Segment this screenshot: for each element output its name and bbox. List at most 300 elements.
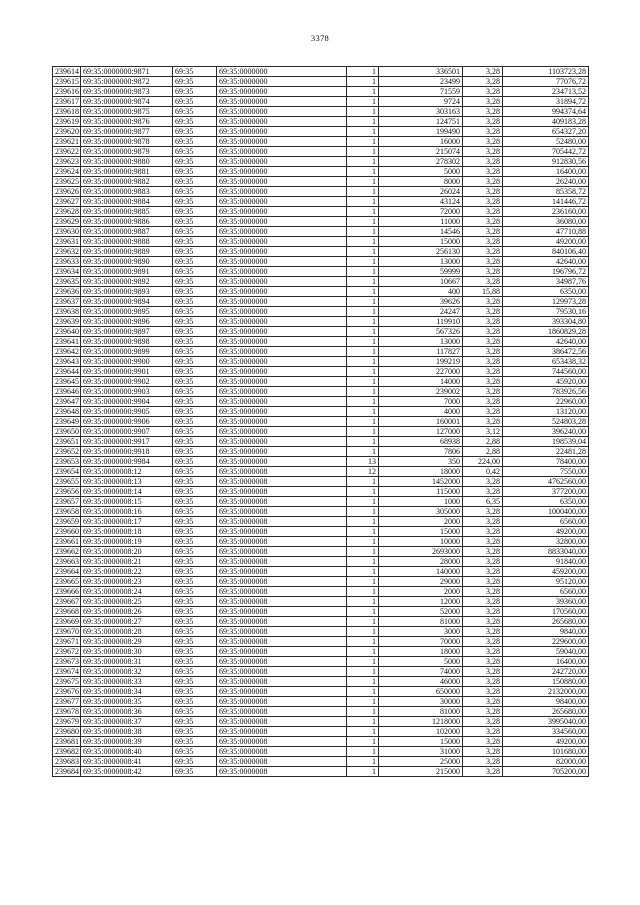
table-row [53,157,589,167]
area-cell: 278302 [379,157,463,167]
district-code-cell: 69:35 [173,717,217,727]
value-cell: 78400,00 [503,457,589,467]
cadastral-quarter-cell: 69:35:0000000 [217,177,347,187]
value-cell: 49200,00 [503,527,589,537]
count-cell: 1 [347,537,379,547]
count-cell: 1 [347,257,379,267]
value-cell: 91840,00 [503,557,589,567]
area-cell: 567326 [379,327,463,337]
rate-cell: 3,28 [463,337,503,347]
area-cell: 15000 [379,737,463,747]
row-number-cell: 239675 [53,677,81,687]
row-number-cell: 239631 [53,237,81,247]
cadastral-number-cell: 69:35:0000000:9893 [81,287,173,297]
count-cell: 1 [347,207,379,217]
table-row [53,377,589,387]
table-row [53,347,589,357]
rate-cell: 3,28 [463,757,503,767]
district-code-cell: 69:35 [173,427,217,437]
count-cell: 1 [347,357,379,367]
rate-cell: 3,28 [463,507,503,517]
value-cell: 8833040,00 [503,547,589,557]
table-row [53,457,589,467]
count-cell: 1 [347,747,379,757]
table-row [53,497,589,507]
value-cell: 705200,00 [503,767,589,777]
value-cell: 1000400,00 [503,507,589,517]
table-row [53,197,589,207]
cadastral-quarter-cell: 69:35:0000000 [217,377,347,387]
cadastral-quarter-cell: 69:35:0000000 [217,67,347,77]
district-code-cell: 69:35 [173,277,217,287]
rate-cell: 3,28 [463,177,503,187]
area-cell: 140000 [379,567,463,577]
table-row [53,467,589,477]
table-row [53,707,589,717]
cadastral-quarter-cell: 69:35:0000000 [217,97,347,107]
row-number-cell: 239646 [53,387,81,397]
row-number-cell: 239637 [53,297,81,307]
rate-cell: 3,28 [463,617,503,627]
cadastral-quarter-cell: 69:35:0000000 [217,77,347,87]
cadastral-number-cell: 69:35:0000000:9875 [81,107,173,117]
cadastral-quarter-cell: 69:35:0000000 [217,277,347,287]
cadastral-quarter-cell: 69:35:0000000 [217,317,347,327]
district-code-cell: 69:35 [173,97,217,107]
count-cell: 1 [347,587,379,597]
area-cell: 400 [379,287,463,297]
value-cell: 236160,00 [503,207,589,217]
district-code-cell: 69:35 [173,197,217,207]
area-cell: 115000 [379,487,463,497]
cadastral-number-cell: 69:35:0000000:9903 [81,387,173,397]
cadastral-number-cell: 69:35:0000000:9897 [81,327,173,337]
value-cell: 783926,56 [503,387,589,397]
cadastral-number-cell: 69:35:0000000:9874 [81,97,173,107]
cadastral-quarter-cell: 69:35:0000008 [217,517,347,527]
rate-cell: 3,28 [463,107,503,117]
district-code-cell: 69:35 [173,347,217,357]
area-cell: 52000 [379,607,463,617]
district-code-cell: 69:35 [173,237,217,247]
rate-cell: 3,28 [463,157,503,167]
table-row [53,627,589,637]
value-cell: 9840,00 [503,627,589,637]
cadastral-quarter-cell: 69:35:0000008 [217,647,347,657]
row-number-cell: 239669 [53,617,81,627]
row-number-cell: 239630 [53,227,81,237]
table-row [53,187,589,197]
row-number-cell: 239652 [53,447,81,457]
rate-cell: 3,28 [463,767,503,777]
row-number-cell: 239656 [53,487,81,497]
row-number-cell: 239648 [53,407,81,417]
row-number-cell: 239618 [53,107,81,117]
district-code-cell: 69:35 [173,507,217,517]
value-cell: 52480,00 [503,137,589,147]
count-cell: 1 [347,237,379,247]
value-cell: 7550,00 [503,467,589,477]
table-row [53,167,589,177]
count-cell: 1 [347,187,379,197]
cadastral-number-cell: 69:35:0000000:9894 [81,297,173,307]
rate-cell: 2,88 [463,447,503,457]
cadastral-number-cell: 69:35:0000008:19 [81,537,173,547]
cadastral-number-cell: 69:35:0000008:21 [81,557,173,567]
table-row [53,217,589,227]
area-cell: 5000 [379,167,463,177]
area-cell: 25000 [379,757,463,767]
cadastral-quarter-cell: 69:35:0000000 [217,307,347,317]
area-cell: 215000 [379,767,463,777]
value-cell: 82000,00 [503,757,589,767]
table-row [53,317,589,327]
table-row [53,487,589,497]
area-cell: 13000 [379,337,463,347]
cadastral-quarter-cell: 69:35:0000000 [217,137,347,147]
table-body [53,67,589,777]
count-cell: 1 [347,717,379,727]
value-cell: 377200,00 [503,487,589,497]
cadastral-quarter-cell: 69:35:0000008 [217,767,347,777]
rate-cell: 3,28 [463,367,503,377]
cadastral-quarter-cell: 69:35:0000000 [217,287,347,297]
value-cell: 31894,72 [503,97,589,107]
table-row [53,507,589,517]
rate-cell: 3,28 [463,237,503,247]
rate-cell: 3,28 [463,687,503,697]
count-cell: 1 [347,527,379,537]
cadastral-quarter-cell: 69:35:0000000 [217,227,347,237]
table-row [53,677,589,687]
area-cell: 199490 [379,127,463,137]
district-code-cell: 69:35 [173,87,217,97]
rate-cell: 3,28 [463,417,503,427]
count-cell: 1 [347,367,379,377]
cadastral-number-cell: 69:35:0000008:16 [81,507,173,517]
table-row [53,547,589,557]
cadastral-number-cell: 69:35:0000000:9907 [81,427,173,437]
count-cell: 1 [347,67,379,77]
table-row [53,387,589,397]
table-row [53,257,589,267]
table-row [53,597,589,607]
rate-cell: 3,28 [463,357,503,367]
rate-cell: 3,28 [463,707,503,717]
district-code-cell: 69:35 [173,297,217,307]
rate-cell: 3,28 [463,127,503,137]
table-row [53,537,589,547]
area-cell: 199219 [379,357,463,367]
count-cell: 1 [347,657,379,667]
value-cell: 45920,00 [503,377,589,387]
cadastral-quarter-cell: 69:35:0000008 [217,657,347,667]
table-row [53,117,589,127]
area-cell: 12000 [379,597,463,607]
rate-cell: 3,28 [463,557,503,567]
rate-cell: 15,88 [463,287,503,297]
cadastral-quarter-cell: 69:35:0000000 [217,127,347,137]
table-row [53,407,589,417]
row-number-cell: 239616 [53,87,81,97]
cadastral-number-cell: 69:35:0000000:9899 [81,347,173,357]
value-cell: 6350,00 [503,287,589,297]
value-cell: 265680,00 [503,617,589,627]
value-cell: 744560,00 [503,367,589,377]
cadastral-number-cell: 69:35:0000008:32 [81,667,173,677]
cadastral-number-cell: 69:35:0000000:9871 [81,67,173,77]
district-code-cell: 69:35 [173,737,217,747]
rate-cell: 3,28 [463,87,503,97]
cadastral-quarter-cell: 69:35:0000008 [217,487,347,497]
area-cell: 15000 [379,527,463,537]
table-row [53,137,589,147]
cadastral-quarter-cell: 69:35:0000008 [217,727,347,737]
district-code-cell: 69:35 [173,517,217,527]
rate-cell: 3,28 [463,117,503,127]
district-code-cell: 69:35 [173,127,217,137]
district-code-cell: 69:35 [173,567,217,577]
row-number-cell: 239641 [53,337,81,347]
cadastral-quarter-cell: 69:35:0000000 [217,297,347,307]
cadastral-quarter-cell: 69:35:0000008 [217,467,347,477]
count-cell: 1 [347,767,379,777]
rate-cell: 2,88 [463,437,503,447]
district-code-cell: 69:35 [173,727,217,737]
row-number-cell: 239677 [53,697,81,707]
cadastral-number-cell: 69:35:0000000:9879 [81,147,173,157]
value-cell: 653438,32 [503,357,589,367]
cadastral-number-cell: 69:35:0000008:29 [81,637,173,647]
rate-cell: 3,28 [463,187,503,197]
district-code-cell: 69:35 [173,637,217,647]
table-row [53,77,589,87]
count-cell: 1 [347,387,379,397]
cadastral-number-cell: 69:35:0000000:9906 [81,417,173,427]
rate-cell: 6,35 [463,497,503,507]
cadastral-quarter-cell: 69:35:0000008 [217,747,347,757]
row-number-cell: 239678 [53,707,81,717]
table-row [53,697,589,707]
value-cell: 393304,80 [503,317,589,327]
district-code-cell: 69:35 [173,67,217,77]
value-cell: 198539,04 [503,437,589,447]
area-cell: 26024 [379,187,463,197]
row-number-cell: 239620 [53,127,81,137]
rate-cell: 3,28 [463,667,503,677]
row-number-cell: 239632 [53,247,81,257]
rate-cell: 3,28 [463,267,503,277]
cadastral-value-table [52,66,589,777]
row-number-cell: 239621 [53,137,81,147]
count-cell: 1 [347,427,379,437]
count-cell: 1 [347,167,379,177]
district-code-cell: 69:35 [173,227,217,237]
district-code-cell: 69:35 [173,397,217,407]
area-cell: 70000 [379,637,463,647]
table-row [53,577,589,587]
area-cell: 124751 [379,117,463,127]
table-row [53,287,589,297]
district-code-cell: 69:35 [173,307,217,317]
value-cell: 22960,00 [503,397,589,407]
page-number: 3378 [310,33,330,43]
row-number-cell: 239662 [53,547,81,557]
table-row [53,587,589,597]
count-cell: 1 [347,127,379,137]
rate-cell: 3,28 [463,327,503,337]
rate-cell: 3,28 [463,197,503,207]
cadastral-quarter-cell: 69:35:0000000 [217,367,347,377]
row-number-cell: 239663 [53,557,81,567]
area-cell: 59999 [379,267,463,277]
cadastral-quarter-cell: 69:35:0000008 [217,547,347,557]
value-cell: 150880,00 [503,677,589,687]
cadastral-quarter-cell: 69:35:0000000 [217,447,347,457]
rate-cell: 3,28 [463,627,503,637]
count-cell: 1 [347,117,379,127]
value-cell: 1860829,28 [503,327,589,337]
value-cell: 6560,00 [503,517,589,527]
cadastral-number-cell: 69:35:0000008:13 [81,477,173,487]
row-number-cell: 239615 [53,77,81,87]
area-cell: 81000 [379,707,463,717]
count-cell: 1 [347,147,379,157]
table-row [53,327,589,337]
cadastral-quarter-cell: 69:35:0000008 [217,557,347,567]
cadastral-number-cell: 69:35:0000008:39 [81,737,173,747]
area-cell: 227000 [379,367,463,377]
count-cell: 1 [347,137,379,147]
district-code-cell: 69:35 [173,457,217,467]
value-cell: 47710,88 [503,227,589,237]
cadastral-number-cell: 69:35:0000000:9872 [81,77,173,87]
cadastral-number-cell: 69:35:0000008:18 [81,527,173,537]
value-cell: 32800,00 [503,537,589,547]
table-row [53,527,589,537]
rate-cell: 3,28 [463,717,503,727]
area-cell: 43124 [379,197,463,207]
area-cell: 8000 [379,177,463,187]
rate-cell: 3,28 [463,517,503,527]
cadastral-quarter-cell: 69:35:0000000 [217,387,347,397]
value-cell: 409183,28 [503,117,589,127]
rate-cell: 3,28 [463,167,503,177]
area-cell: 239002 [379,387,463,397]
table-row [53,477,589,487]
district-code-cell: 69:35 [173,287,217,297]
district-code-cell: 69:35 [173,697,217,707]
value-cell: 36080,00 [503,217,589,227]
count-cell: 1 [347,287,379,297]
cadastral-number-cell: 69:35:0000000:9883 [81,187,173,197]
cadastral-number-cell: 69:35:0000008:27 [81,617,173,627]
table-row [53,717,589,727]
cadastral-quarter-cell: 69:35:0000008 [217,607,347,617]
cadastral-quarter-cell: 69:35:0000000 [217,187,347,197]
table-row [53,427,589,437]
count-cell: 1 [347,327,379,337]
count-cell: 1 [347,597,379,607]
cadastral-number-cell: 69:35:0000000:9901 [81,367,173,377]
count-cell: 1 [347,247,379,257]
district-code-cell: 69:35 [173,367,217,377]
row-number-cell: 239668 [53,607,81,617]
value-cell: 39360,00 [503,597,589,607]
district-code-cell: 69:35 [173,767,217,777]
count-cell: 1 [347,407,379,417]
value-cell: 16400,00 [503,167,589,177]
cadastral-quarter-cell: 69:35:0000008 [217,717,347,727]
district-code-cell: 69:35 [173,107,217,117]
count-cell: 1 [347,307,379,317]
row-number-cell: 239670 [53,627,81,637]
row-number-cell: 239625 [53,177,81,187]
value-cell: 840106,40 [503,247,589,257]
district-code-cell: 69:35 [173,267,217,277]
district-code-cell: 69:35 [173,317,217,327]
count-cell: 1 [347,197,379,207]
cadastral-quarter-cell: 69:35:0000008 [217,687,347,697]
cadastral-number-cell: 69:35:0000000:9889 [81,247,173,257]
cadastral-quarter-cell: 69:35:0000000 [217,397,347,407]
district-code-cell: 69:35 [173,647,217,657]
cadastral-number-cell: 69:35:0000008:17 [81,517,173,527]
cadastral-number-cell: 69:35:0000000:9895 [81,307,173,317]
rate-cell: 3,28 [463,227,503,237]
count-cell: 1 [347,347,379,357]
row-number-cell: 239638 [53,307,81,317]
cadastral-quarter-cell: 69:35:0000000 [217,117,347,127]
row-number-cell: 239642 [53,347,81,357]
cadastral-number-cell: 69:35:0000000:9904 [81,397,173,407]
row-number-cell: 239617 [53,97,81,107]
table-row [53,647,589,657]
area-cell: 16000 [379,137,463,147]
rate-cell: 224,00 [463,457,503,467]
value-cell: 6560,00 [503,587,589,597]
rate-cell: 3,28 [463,307,503,317]
table-row [53,747,589,757]
district-code-cell: 69:35 [173,587,217,597]
rate-cell: 3,28 [463,747,503,757]
value-cell: 85358,72 [503,187,589,197]
rate-cell: 3,28 [463,317,503,327]
district-code-cell: 69:35 [173,547,217,557]
row-number-cell: 239653 [53,457,81,467]
count-cell: 1 [347,77,379,87]
table-row [53,367,589,377]
count-cell: 1 [347,337,379,347]
cadastral-number-cell: 69:35:0000000:9881 [81,167,173,177]
district-code-cell: 69:35 [173,257,217,267]
rate-cell: 3,28 [463,207,503,217]
cadastral-number-cell: 69:35:0000000:9873 [81,87,173,97]
district-code-cell: 69:35 [173,137,217,147]
cadastral-quarter-cell: 69:35:0000000 [217,167,347,177]
row-number-cell: 239673 [53,657,81,667]
count-cell: 1 [347,277,379,287]
value-cell: 141446,72 [503,197,589,207]
table-row [53,277,589,287]
area-cell: 30000 [379,697,463,707]
count-cell: 1 [347,97,379,107]
row-number-cell: 239680 [53,727,81,737]
cadastral-quarter-cell: 69:35:0000008 [217,627,347,637]
cadastral-quarter-cell: 69:35:0000008 [217,567,347,577]
count-cell: 1 [347,417,379,427]
cadastral-number-cell: 69:35:0000008:25 [81,597,173,607]
